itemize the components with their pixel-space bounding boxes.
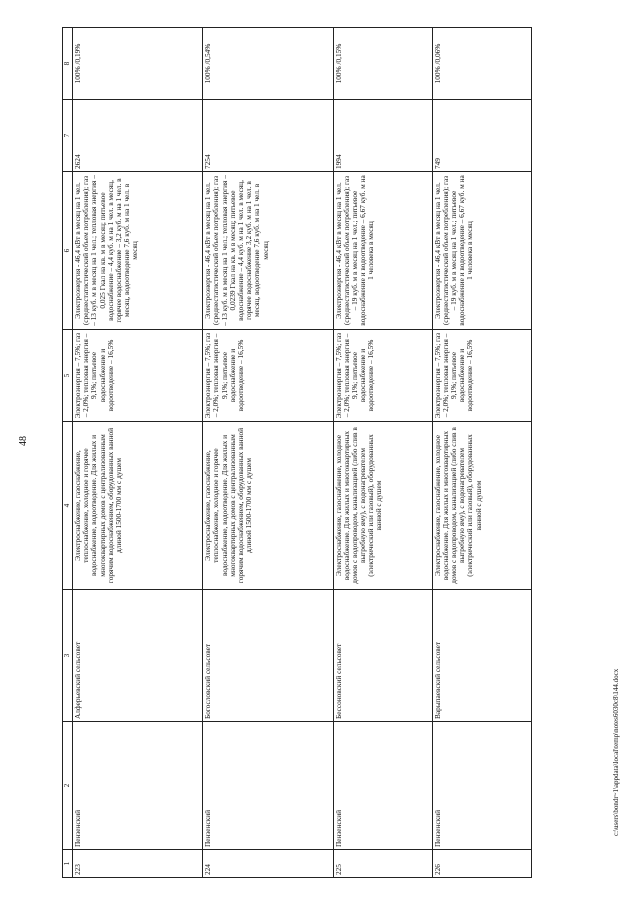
tariff-table — [62, 27, 532, 878]
share-cell: 100% /0,15% — [333, 28, 432, 100]
council-cell: Бессоновский сельсовет — [333, 590, 432, 722]
index-cell: Электроэнергия – 7,5%; газ – 2,0%; тепловая энергия – 9,1%; питьевое водоснабжение и водоотведение – 16,5% — [73, 330, 203, 422]
row-number: 225 — [333, 850, 432, 878]
index-cell: Электроэнергия – 7,5%; газ – 2,0%; тепловая энергия – 9,1%; питьевое водоснабжение и водоотведение – 16,5% — [432, 330, 531, 422]
council-cell: Алферьевский сельсовет — [73, 590, 203, 722]
table-row — [203, 28, 333, 878]
column-number: 1 — [63, 850, 73, 878]
column-number: 4 — [63, 422, 73, 590]
table-row — [333, 28, 432, 878]
column-number: 5 — [63, 330, 73, 422]
index-cell: Электроэнергия – 7,5%; газ – 2,0%; тепловая энергия – 9,1%; питьевое водоснабжение и водоотведение – 16,5% — [203, 330, 333, 422]
services-cell: Электроснабжение, газоснабжение, холодное водоснабжение. Для жилых и многоквартирных домов с водопроводом, канализацией (либо слив в выгребную яму), с водонагревателем (электрический или газовый), оборудованных ванной с душем — [333, 422, 432, 590]
table-row — [432, 28, 531, 878]
council-cell: Варыпаевский сельсовет — [432, 590, 531, 722]
services-cell: Электроснабжение, газоснабжение, холодное водоснабжение. Для жилых и многоквартирных домов с водопроводом, канализацией (либо слив в выгребную яму), с водонагревателем (электрический или газовый), оборудованных ванной с душем — [432, 422, 531, 590]
consumption-cell: Электроэнергия - 46,4 кВт в месяц на 1 чел. (среднестатистический объем потребления); газ – 13 куб. м в месяц на 1 чел.; тепловая энергия – 0,0239 Гкал на кв. м в месяц; питьевое водоснабжение – 4,4 куб. м на 1 чел. в месяц, горячее водоснабжение 3,2 куб. м на 1 чел. в месяц, водоотведение 7,6 куб. м на 1 чел. в месяц — [203, 172, 333, 330]
population-cell: 1994 — [333, 100, 432, 172]
column-number: 7 — [63, 100, 73, 172]
population-cell: 7254 — [203, 100, 333, 172]
consumption-cell: Электроэнергия - 46,4 кВт в месяц на 1 чел. (среднестатистический объем потребления); газ – 13 куб. м в месяц на 1 чел.; тепловая энергия – 0,025 Гкал на кв. м в месяц; питьевое водоснабжение – 4,4 куб. м на 1 чел. в месяц, горячее водоснабжение – 3,2 куб. м на 1 чел. в месяц, водоотведение 7,6 куб. м на 1 чел. в месяц — [73, 172, 203, 330]
rotated-table-container — [62, 28, 532, 878]
services-cell: Электроснабжение, газоснабжение, теплоснабжение, холодное и горячее водоснабжение, водоотведение. Для жилых и многоквартирных домов с централизованным горячим водоснабжением, оборудованных ванной длиной 1500-1700 мм с душем — [203, 422, 333, 590]
district-cell: Пензенский — [432, 722, 531, 850]
consumption-cell: Электроэнергия - 46,4 кВт в месяц на 1 чел. (среднестатистический объем потребления); газ – 19 куб. м в месяц на 1 чел.; питьевое водоснабжение и водоотведение – 6,67 куб. м на 1 человека в месяц — [333, 172, 432, 330]
row-number: 226 — [432, 850, 531, 878]
share-cell: 100% /0,06% — [432, 28, 531, 100]
footer-file-path: c:\users\bondr~1\appdata\local\temp\notes6030c8\144.docx — [612, 668, 620, 836]
column-number: 3 — [63, 590, 73, 722]
consumption-cell: Электроэнергия - 46,4 кВт в месяц на 1 чел. (среднестатистический объем потребления); газ – 19 куб. м в месяц на 1 чел.; питьевое водоснабжение и водоотведение – 6,67 куб. м на 1 человека в месяц — [432, 172, 531, 330]
district-cell: Пензенский — [203, 722, 333, 850]
row-number: 224 — [203, 850, 333, 878]
column-number: 2 — [63, 722, 73, 850]
population-cell: 2624 — [73, 100, 203, 172]
table-row — [73, 28, 203, 878]
share-cell: 100% /0,19% — [73, 28, 203, 100]
district-cell: Пензенский — [333, 722, 432, 850]
council-cell: Богословский сельсовет — [203, 590, 333, 722]
district-cell: Пензенский — [73, 722, 203, 850]
page-number: 48 — [18, 436, 29, 446]
population-cell: 749 — [432, 100, 531, 172]
index-cell: Электроэнергия – 7,5%; газ – 2,0%; тепловая энергия – 9,1%; питьевое водоснабжение и водоотведение – 16,5% — [333, 330, 432, 422]
column-number: 8 — [63, 28, 73, 100]
share-cell: 100% /0,54% — [203, 28, 333, 100]
row-number: 223 — [73, 850, 203, 878]
services-cell: Электроснабжение, газоснабжение, теплоснабжение, холодное и горячее водоснабжение, водоотведение. Для жилых и многоквартирных домов с централизованным горячим водоснабжением, оборудованных ванной длиной 1500-1700 мм с душем — [73, 422, 203, 590]
column-number: 6 — [63, 172, 73, 330]
column-number-row — [63, 28, 73, 878]
